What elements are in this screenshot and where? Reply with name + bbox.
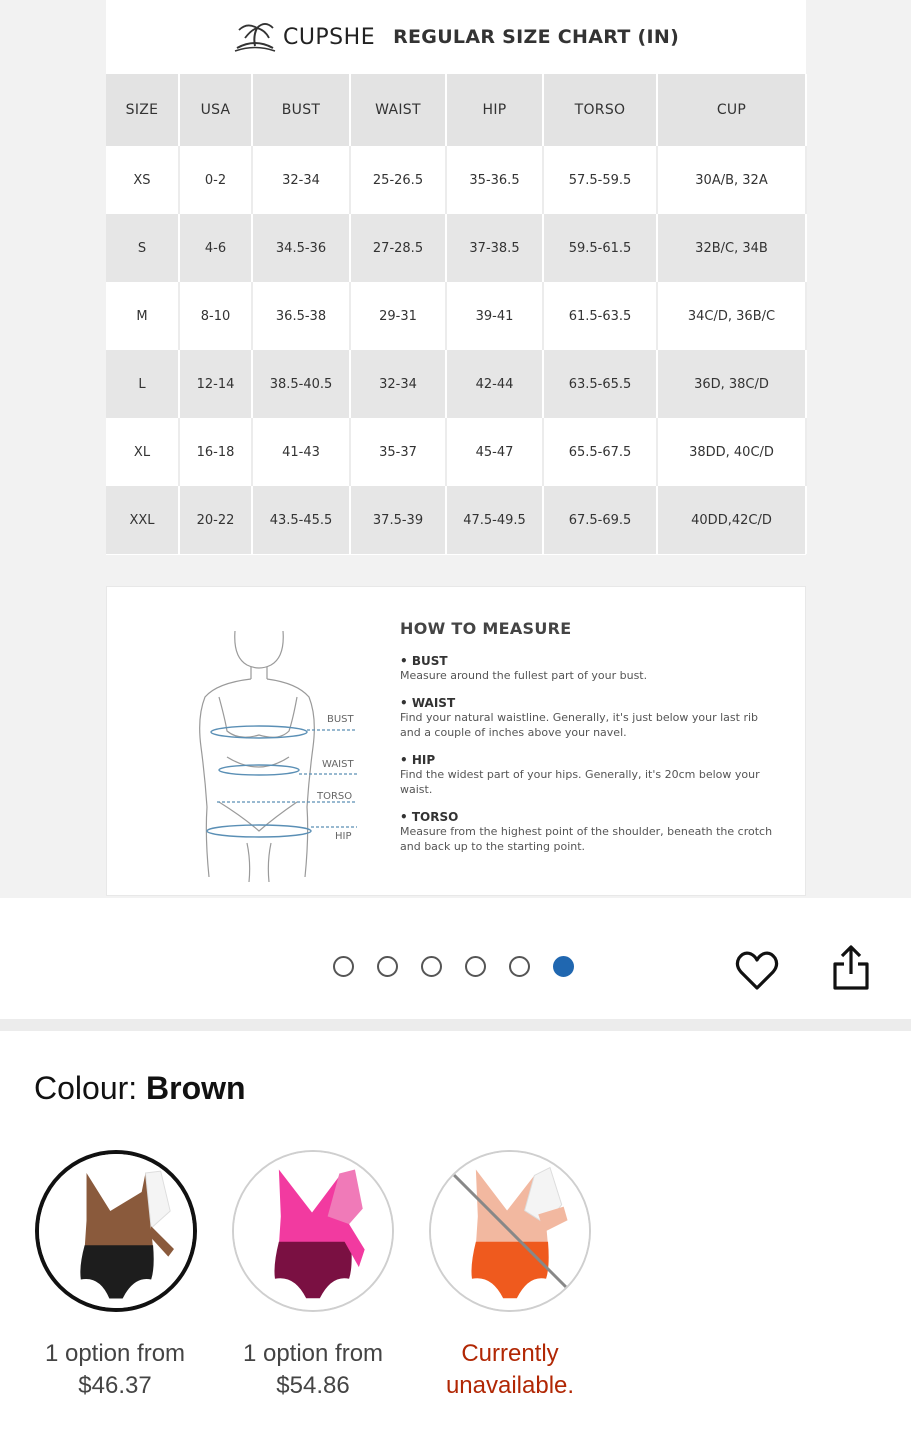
table-cell: 63.5-65.5 bbox=[543, 350, 657, 418]
carousel-dot[interactable] bbox=[421, 956, 442, 977]
table-cell: 29-31 bbox=[350, 282, 446, 350]
measure-desc: Find the widest part of your hips. Generally, it's 20cm below your waist. bbox=[400, 768, 760, 796]
size-table-header-row bbox=[106, 74, 806, 146]
measure-desc: Find your natural waistline. Generally, it's just below your last rib and a couple of inches above your navel. bbox=[400, 711, 759, 739]
table-row bbox=[106, 146, 806, 214]
swatch-price: $46.37 bbox=[78, 1372, 152, 1399]
measure-label: • WAIST bbox=[400, 696, 456, 710]
table-row bbox=[106, 350, 806, 418]
table-cell: XXL bbox=[106, 486, 179, 554]
table-cell: 59.5-61.5 bbox=[543, 214, 657, 282]
measure-item-torso bbox=[400, 810, 780, 854]
table-cell: 45-47 bbox=[446, 418, 543, 486]
carousel-dot-active[interactable] bbox=[553, 956, 574, 977]
colour-swatch-orange-unavailable[interactable] bbox=[429, 1150, 591, 1312]
size-table bbox=[106, 74, 807, 554]
table-cell: 30A/B, 32A bbox=[657, 146, 806, 214]
table-cell: 12-14 bbox=[179, 350, 252, 418]
carousel-dot[interactable] bbox=[333, 956, 354, 977]
swatch-caption bbox=[15, 1338, 215, 1402]
measure-desc: Measure around the fullest part of your bust. bbox=[400, 669, 648, 682]
table-cell: 0-2 bbox=[179, 146, 252, 214]
column-header: SIZE bbox=[106, 74, 179, 146]
how-to-measure-panel bbox=[106, 586, 806, 896]
brand-logo bbox=[233, 20, 375, 54]
table-cell: 36D, 38C/D bbox=[657, 350, 806, 418]
size-chart-image bbox=[106, 0, 806, 555]
table-cell: 38.5-40.5 bbox=[252, 350, 350, 418]
table-cell: 39-41 bbox=[446, 282, 543, 350]
swimsuit-thumbnail bbox=[234, 1152, 392, 1310]
brand-name: CUPSHE bbox=[282, 24, 376, 50]
table-cell: 37.5-39 bbox=[350, 486, 446, 554]
measure-item-bust bbox=[400, 654, 780, 683]
colour-swatch-brown[interactable] bbox=[35, 1150, 197, 1312]
swatch-caption-unavailable bbox=[410, 1338, 610, 1402]
measure-label: • HIP bbox=[400, 753, 436, 767]
table-cell: 47.5-49.5 bbox=[446, 486, 543, 554]
measure-item-hip bbox=[400, 753, 780, 797]
swatch-price: $54.86 bbox=[276, 1372, 350, 1399]
table-cell: 8-10 bbox=[179, 282, 252, 350]
swimsuit-thumbnail bbox=[39, 1154, 193, 1308]
carousel-dot[interactable] bbox=[465, 956, 486, 977]
swatch-caption bbox=[213, 1338, 413, 1402]
table-cell: 34.5-36 bbox=[252, 214, 350, 282]
colour-swatch-pink[interactable] bbox=[232, 1150, 394, 1312]
table-cell: 25-26.5 bbox=[350, 146, 446, 214]
body-figure-illustration bbox=[147, 607, 387, 887]
unavailable-line2: unavailable. bbox=[445, 1372, 575, 1399]
table-cell: S bbox=[106, 214, 179, 282]
swatch-caption-line1: 1 option from bbox=[242, 1340, 384, 1367]
table-cell: 42-44 bbox=[446, 350, 543, 418]
table-cell: 40DD,42C/D bbox=[657, 486, 806, 554]
heart-icon bbox=[733, 946, 781, 994]
how-to-measure-text bbox=[400, 619, 780, 867]
carousel-indicator bbox=[333, 956, 574, 977]
column-header: CUP bbox=[657, 74, 806, 146]
table-cell: 36.5-38 bbox=[252, 282, 350, 350]
size-chart-header bbox=[106, 0, 806, 74]
column-header: USA bbox=[179, 74, 252, 146]
table-row bbox=[106, 418, 806, 486]
unavailable-line1: Currently bbox=[461, 1340, 559, 1367]
table-cell: 43.5-45.5 bbox=[252, 486, 350, 554]
table-cell: 65.5-67.5 bbox=[543, 418, 657, 486]
section-divider bbox=[0, 1019, 911, 1031]
size-chart-title: REGULAR SIZE CHART (IN) bbox=[393, 26, 680, 48]
how-to-measure-heading: HOW TO MEASURE bbox=[400, 619, 572, 638]
table-cell: 35-37 bbox=[350, 418, 446, 486]
table-cell: 35-36.5 bbox=[446, 146, 543, 214]
table-cell: 27-28.5 bbox=[350, 214, 446, 282]
column-header: BUST bbox=[252, 74, 350, 146]
figure-label-bust: BUST bbox=[327, 714, 354, 725]
palm-island-icon bbox=[233, 20, 277, 54]
table-cell: 20-22 bbox=[179, 486, 252, 554]
table-cell: 16-18 bbox=[179, 418, 252, 486]
colour-label bbox=[34, 1070, 246, 1107]
share-icon bbox=[830, 944, 872, 992]
column-header: WAIST bbox=[350, 74, 446, 146]
selected-colour-name: Brown bbox=[146, 1070, 246, 1106]
table-cell: 32-34 bbox=[252, 146, 350, 214]
table-row bbox=[106, 282, 806, 350]
figure-label-waist: WAIST bbox=[322, 759, 354, 770]
table-cell: 32B/C, 34B bbox=[657, 214, 806, 282]
table-row bbox=[106, 486, 806, 554]
share-button[interactable] bbox=[830, 944, 872, 992]
table-cell: 4-6 bbox=[179, 214, 252, 282]
measure-desc: Measure from the highest point of the shoulder, beneath the crotch and back up to the starting point. bbox=[400, 825, 773, 853]
table-cell: 37-38.5 bbox=[446, 214, 543, 282]
table-cell: 38DD, 40C/D bbox=[657, 418, 806, 486]
measure-label: • TORSO bbox=[400, 810, 459, 824]
swatch-caption-line1: 1 option from bbox=[44, 1340, 186, 1367]
table-row bbox=[106, 214, 806, 282]
table-cell: 34C/D, 36B/C bbox=[657, 282, 806, 350]
measure-label: • BUST bbox=[400, 654, 448, 668]
carousel-dot[interactable] bbox=[377, 956, 398, 977]
table-cell: XS bbox=[106, 146, 179, 214]
table-cell: 61.5-63.5 bbox=[543, 282, 657, 350]
table-cell: 41-43 bbox=[252, 418, 350, 486]
column-header: TORSO bbox=[543, 74, 657, 146]
table-cell: 57.5-59.5 bbox=[543, 146, 657, 214]
carousel-dot[interactable] bbox=[509, 956, 530, 977]
favorite-button[interactable] bbox=[733, 946, 781, 994]
table-cell: 32-34 bbox=[350, 350, 446, 418]
measure-item-waist bbox=[400, 696, 780, 740]
figure-label-hip: HIP bbox=[335, 831, 352, 842]
table-cell: L bbox=[106, 350, 179, 418]
figure-label-torso: TORSO bbox=[317, 791, 353, 802]
column-header: HIP bbox=[446, 74, 543, 146]
swimsuit-thumbnail bbox=[431, 1152, 589, 1310]
table-cell: 67.5-69.5 bbox=[543, 486, 657, 554]
colour-label-prefix: Colour: bbox=[34, 1070, 147, 1106]
table-cell: M bbox=[106, 282, 179, 350]
table-cell: XL bbox=[106, 418, 179, 486]
